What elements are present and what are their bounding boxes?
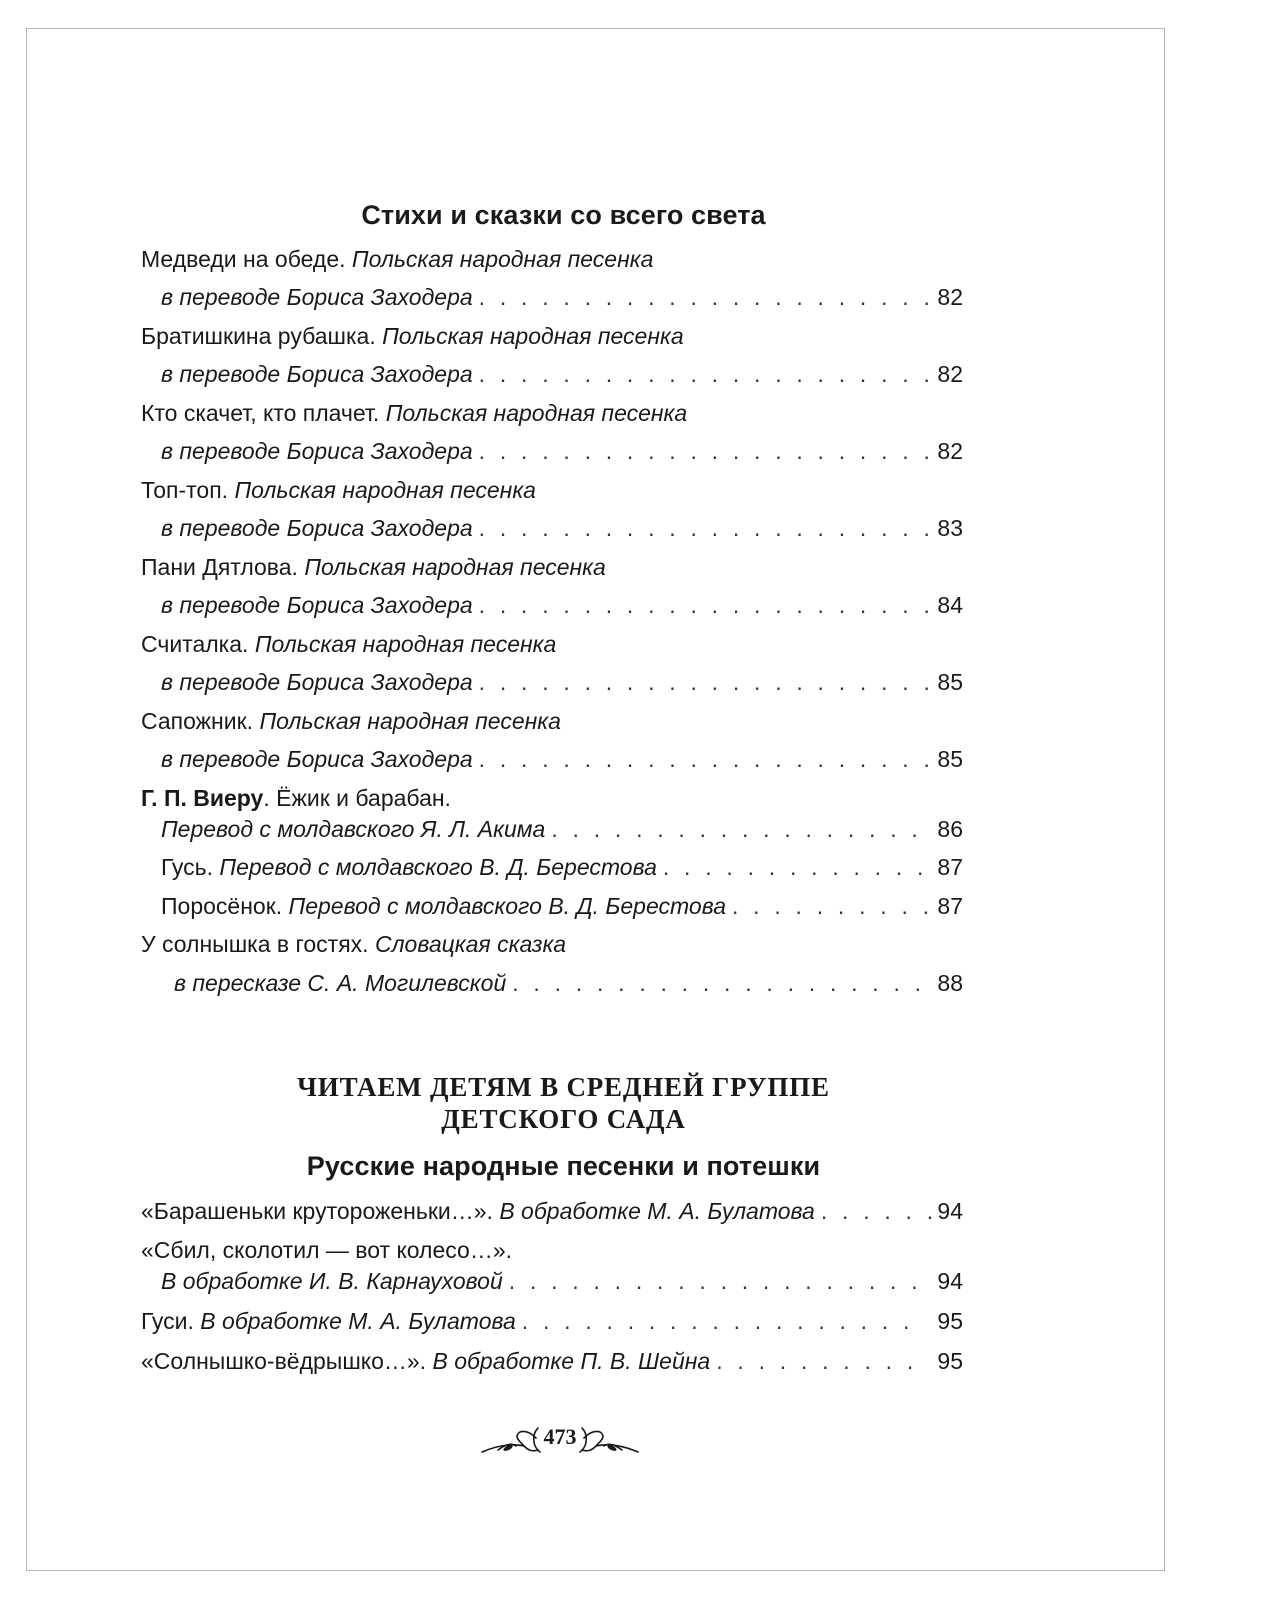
page-number: 95 xyxy=(937,1348,963,1374)
part-heading-line-1: ЧИТАЕМ ДЕТЯМ В СРЕДНЕЙ ГРУППЕ xyxy=(297,1072,830,1102)
dot-leader xyxy=(512,967,933,999)
dot-leader xyxy=(663,851,934,883)
page-footer xyxy=(478,1410,642,1470)
toc-entry-title-line: Сапожник. Польская народная песенка xyxy=(141,708,561,734)
author-name: Г. П. Виеру xyxy=(141,785,264,811)
dot-leader xyxy=(479,589,934,621)
toc-entry-title-line: Топ-топ. Польская народная песенка xyxy=(141,477,536,503)
toc-entry-page-line: «Барашеньки крутороженьки…». В обработке М. А. Булатова . . . 94 xyxy=(141,1195,963,1227)
toc-entry-page-line: в переводе Бориса Заходера . . . 84 xyxy=(161,589,963,621)
page-number: 85 xyxy=(937,669,963,695)
page-number: 87 xyxy=(937,854,963,880)
toc-entry-page-line: «Солнышко-вёдрышко…». В обработке П. В. Шейна . . . 95 xyxy=(141,1345,963,1377)
toc-entry-title-line: Медведи на обеде. Польская народная песенка xyxy=(141,246,654,272)
page-number: 82 xyxy=(937,284,963,310)
page-number: 82 xyxy=(937,438,963,464)
toc-entry-page-line: в переводе Бориса Заходера . . . 82 xyxy=(161,358,963,390)
part-heading-line-2: ДЕТСКОГО САДА xyxy=(441,1104,686,1134)
dot-leader xyxy=(479,281,934,313)
toc-entry-title-line: Пани Дятлова. Польская народная песенка xyxy=(141,554,606,580)
page-number: 95 xyxy=(937,1308,963,1334)
toc-entry-title-line: «Сбил, сколотил — вот колесо…». xyxy=(141,1237,512,1263)
section-title: Русские народные песенки и потешки xyxy=(306,1151,821,1181)
page-number: 86 xyxy=(937,816,963,842)
toc-entry-page-line: в пересказе С. А. Могилевской . . . 88 xyxy=(174,967,963,999)
toc-entry-page-line: в переводе Бориса Заходера . . . 82 xyxy=(161,435,963,467)
dot-leader xyxy=(479,358,934,390)
toc-entry-page-line: в переводе Бориса Заходера . . . 82 xyxy=(161,281,963,313)
dot-leader xyxy=(479,512,934,544)
toc-entry-title-line: Братишкина рубашка. Польская народная песенка xyxy=(141,323,684,349)
dot-leader xyxy=(551,813,933,845)
dot-leader xyxy=(509,1265,934,1297)
toc-entry-page-line: Гуси. В обработке М. А. Булатова . . . 95 xyxy=(141,1305,963,1337)
toc-entry-page-line: в переводе Бориса Заходера . . . 85 xyxy=(161,743,963,775)
page-number: 88 xyxy=(937,970,963,996)
page-number: 94 xyxy=(937,1268,963,1294)
dot-leader xyxy=(479,666,934,698)
toc-entry-title-line: Кто скачет, кто плачет. Польская народная песенка xyxy=(141,400,688,426)
toc-author-line: Г. П. Виеру . Ёжик и барабан. xyxy=(141,782,963,814)
toc-entry-page-line: Перевод с молдавского Я. Л. Акима . . . 86 xyxy=(161,813,963,845)
page-number-footer: 473 xyxy=(543,1424,577,1449)
toc-entry-page-line: Поросёнок. Перевод с молдавского В. Д. Берестова . . . 87 xyxy=(161,890,963,922)
dot-leader xyxy=(716,1345,915,1377)
page-number: 87 xyxy=(937,893,963,919)
dot-leader xyxy=(522,1305,916,1337)
page-number: 83 xyxy=(937,515,963,541)
toc-entry-page-line: в переводе Бориса Заходера . . . 85 xyxy=(161,666,963,698)
toc-entry-title-line: У солнышка в гостях. Словацкая сказка xyxy=(141,931,567,957)
toc-entry-page-line: Гусь. Перевод с молдавского В. Д. Берестова . . . 87 xyxy=(161,851,963,883)
dot-leader xyxy=(732,890,933,922)
dot-leader xyxy=(479,743,934,775)
dot-leader xyxy=(821,1195,934,1227)
toc-entry-title-line: Считалка. Польская народная песенка xyxy=(141,631,557,657)
dot-leader xyxy=(479,435,934,467)
toc-entry-page-line: В обработке И. В. Карнауховой . . . 94 xyxy=(161,1265,963,1297)
page-number: 84 xyxy=(937,592,963,618)
toc-entry-page-line: в переводе Бориса Заходера . . . 83 xyxy=(161,512,963,544)
section-title: Стихи и сказки со всего света xyxy=(361,200,766,230)
page-number: 82 xyxy=(937,361,963,387)
page-number: 85 xyxy=(937,746,963,772)
page-number: 94 xyxy=(937,1198,963,1224)
